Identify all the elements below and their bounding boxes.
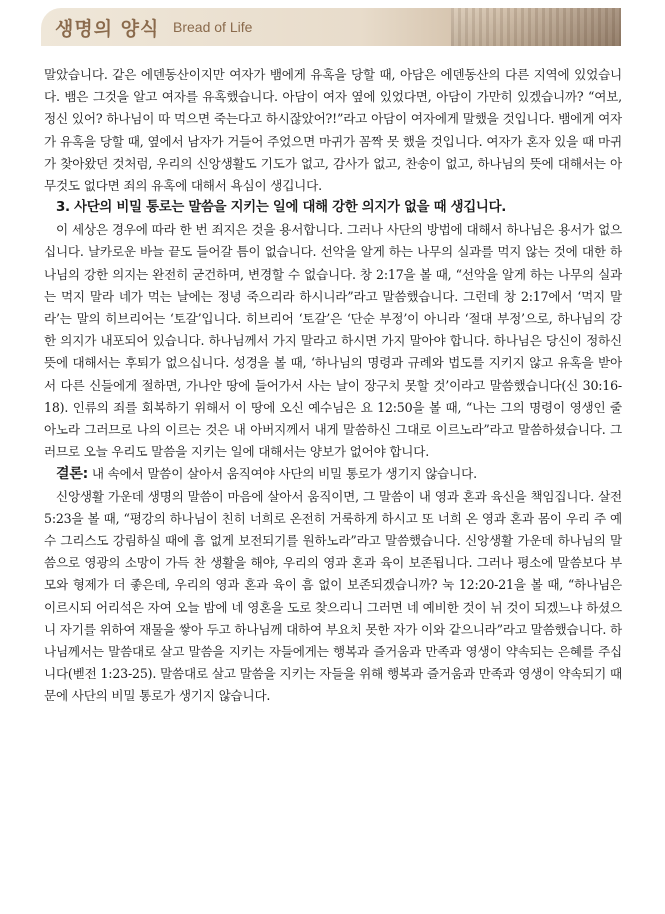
- conclusion-label: 결론:: [56, 466, 89, 483]
- article-body: [44, 64, 622, 708]
- section-3-heading: 3. 사단의 비밀 통로는 말씀을 지키는 일에 대해 강한 의지가 없을 때 생깁니다.: [56, 200, 506, 216]
- conclusion-line: [44, 463, 622, 485]
- page-header-banner: [41, 8, 621, 46]
- conclusion-paragraph: 신앙생활 가운데 생명의 말씀이 마음에 살아서 움직이면, 그 말씀이 내 영과 혼과 육신을 책임집니다. 살전 5:23을 볼 때, “평강의 하나님이 친히 너희로 온전히 거룩하게 하시고 또 너희 온 영과 혼과 몸이 우리 주 예수 그리스도 강림하실 때에 흠 없게 보전되기를 원하노라”라고 말씀했습니다. 신앙생활 가운데 하나님의 말씀으로 영광의 소망이 가득 찬 생활을 해야, 우리의 영과 혼과 육이 보존됩니다. 그러나 평소에 말씀보다 부모와 형제가 더 좋은데, 우리의 영과 혼과 육이 흠 없이 보존되겠습니까? 눅 12:20-21을 볼 때, “하나님은 이르시되 어리석은 자여 오늘 밤에 네 영혼을 도로 찾으리니 그러면 네 예비한 것이 뉘 것이 되겠느냐 하셨으니 자기를 위하여 재물을 쌓아 두고 하나님께 대하여 부요치 못한 자가 이와 같으니라”라고 말씀했습니다. 하나님께서는 말씀대로 살고 말씀을 지키는 자들에게는 행복과 즐거움과 만족과 영생이 약속되는 은혜를 주십니다(벧전 1:23-25). 말씀대로 살고 말씀을 지키는 자들을 위해 행복과 즐거움과 만족과 영생이 약속되기 때문에 사단의 비밀 통로가 생기지 않습니다.: [44, 488, 622, 704]
- header-title: 생명의 양식: [55, 18, 160, 40]
- section-3-paragraph: 이 세상은 경우에 따라 한 번 죄지은 것을 용서합니다. 그러나 사단의 방법에 대해서 하나님은 용서가 없으십니다. 날카로운 바늘 끝도 들어갈 틈이 없습니다. 선악을 알게 하는 나무의 실과를 먹지 않는 것에 대한 하나님의 강한 의지는 완전히 굳건하며, 변경할 수 없습니다. 창 2:17을 볼 때, “선악을 알게 하는 나무의 실과는 먹지 말라 네가 먹는 날에는 정녕 죽으리라 하시니라”라고 말씀했습니다. 그런데 창 2:17에서 ‘먹지 말라’는 말의 히브리어는 ‘토갈’입니다. 히브리어 ‘토갈’은 ‘단순 부정’이 아니라 ‘절대 부정’으로, 하나님의 강한 의지가 내포되어 있습니다. 하나님께서 가지 말라고 하시면 가지 말아야 합니다. 하나님은 당신이 정하신 뜻에 대해서는 후퇴가 없으십니다. 성경을 볼 때, ‘하나님의 명령과 규례와 법도를 지키지 않고 유혹을 받아서 다른 신들에게 절하면, 가나안 땅에 들어가서 사는 날이 장구치 못할 것’이라고 말씀했습니다(신 30:16-18). 인류의 죄를 회복하기 위해서 이 땅에 오신 예수님은 요 12:50을 볼 때, “나는 그의 명령이 영생인 줄 아노라 그러므로 나의 이르는 것은 내 아버지께서 내게 말씀하신 그대로 이르노라”라고 말씀하셨습니다. 그러므로 오늘 우리도 말씀을 지키는 일에 대해서는 양보가 없어야 합니다.: [44, 222, 623, 460]
- intro-paragraph: 말았습니다. 같은 에덴동산이지만 여자가 뱀에게 유혹을 당할 때, 아담은 에덴동산의 다른 지역에 있었습니다. 뱀은 그것을 알고 여자를 유혹했습니다. 아담이 여자 옆에 있었다면, 아담이 가만히 있겠습니까? “여보, 정신 있어? 하나님이 따 먹으면 죽는다고 하시잖았어?!”라고 아담이 여자에게 말했을 것입니다. 뱀에게 여자가 유혹을 당할 때, 옆에서 남자가 거들어 주었으면 마귀가 꼼짝 못 했을 것입니다. 여자가 혼자 있을 때 마귀가 찾아왔던 것처럼, 우리의 신앙생활도 기도가 없고, 감사가 없고, 찬송이 없고, 하나님의 뜻에 대해서는 아무것도 없다면 죄의 유혹에 대해서 욕심이 생깁니다.: [44, 67, 622, 194]
- conclusion-lead: 내 속에서 말씀이 살아서 움직여야 사단의 비밀 통로가 생기지 않습니다.: [88, 466, 477, 482]
- header-subtitle: Bread of Life: [173, 19, 253, 35]
